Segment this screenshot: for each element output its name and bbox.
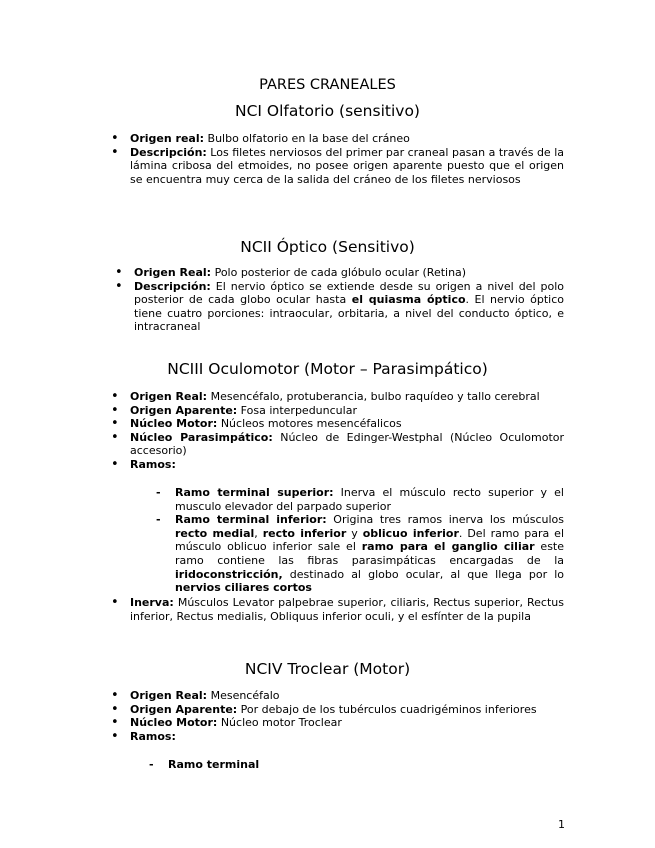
troclear-ramos-list (168, 758, 564, 772)
section-heading-oculomotor: NCIII Oculomotor (Motor – Parasimpático) (167, 360, 488, 378)
list-item: • Núcleo Motor: Núcleo motor Troclear (130, 716, 564, 730)
list-item: • Ramos: (130, 730, 564, 744)
section-heading-troclear: NCIV Troclear (Motor) (244, 660, 411, 678)
oculomotor-ramos-list (175, 486, 564, 595)
sub-list-item: - Ramo terminal superior: Inerva el músculo recto superior y el musculo elevador del parpado superior (175, 486, 564, 513)
section-heading-olfatorio: NCI Olfatorio (sensitivo) (235, 102, 420, 120)
list-item: • Ramos: (130, 458, 564, 472)
list-item: • Origen Aparente: Por debajo de los tubérculos cuadrigéminos inferiores (130, 703, 564, 717)
olfatorio-list (130, 132, 564, 186)
list-item: • Origen Real: Mesencéfalo, protuberancia, bulbo raquídeo y tallo cerebral (130, 390, 564, 404)
list-item: • Descripción: El nervio óptico se extiende desde su origen a nivel del polo posterior de cada globo ocular hasta el quiasma óptico. El nervio óptico tiene cuatro porciones: intraocular, orbitaria, a nivel del conducto óptico, e intracraneal (134, 280, 564, 334)
list-item: • Inerva: Músculos Levator palpebrae superior, ciliaris, Rectus superior, Rectus inferior, Rectus medialis, Obliquus inferior oculi, y el esfínter de la pupila (130, 596, 564, 623)
sub-list-item: - Ramo terminal (168, 758, 564, 772)
list-item: • Descripción: Los filetes nerviosos del primer par craneal pasan a través de la lámina cribosa del etmoides, no posee origen aparente puesto que el origen se encuentra muy cerca de la salida del cráneo de los filetes nerviosos (130, 146, 564, 187)
oculomotor-inerva-list (130, 596, 564, 623)
section-heading-optico: NCII Óptico (Sensitivo) (240, 238, 415, 256)
list-item: • Origen Real: Mesencéfalo (130, 689, 564, 703)
list-item: • Origen Aparente: Fosa interpeduncular (130, 404, 564, 418)
optico-list (134, 266, 564, 334)
document-title: PARES CRANEALES (259, 77, 396, 93)
sub-list-item: - Ramo terminal inferior: Origina tres ramos inerva los músculos recto medial, recto inferior y oblicuo inferior. Del ramo para el músculo oblicuo inferior sale el ramo para el ganglio ciliar este ramo contiene las fibras parasimpáticas encargadas de la iridoconstricción, destinado al globo ocular, al que llega por lo nervios ciliares cortos (175, 513, 564, 595)
list-item: • Núcleo Parasimpático: Núcleo de Edinger-Westphal (Núcleo Oculomotor accesorio) (130, 431, 564, 458)
oculomotor-list (130, 390, 564, 472)
list-item: • Origen real: Bulbo olfatorio en la base del cráneo (130, 132, 564, 146)
list-item: • Origen Real: Polo posterior de cada glóbulo ocular (Retina) (134, 266, 564, 280)
page-number: 1 (558, 818, 565, 831)
list-item: • Núcleo Motor: Núcleos motores mesencéfalicos (130, 417, 564, 431)
troclear-list (130, 689, 564, 743)
